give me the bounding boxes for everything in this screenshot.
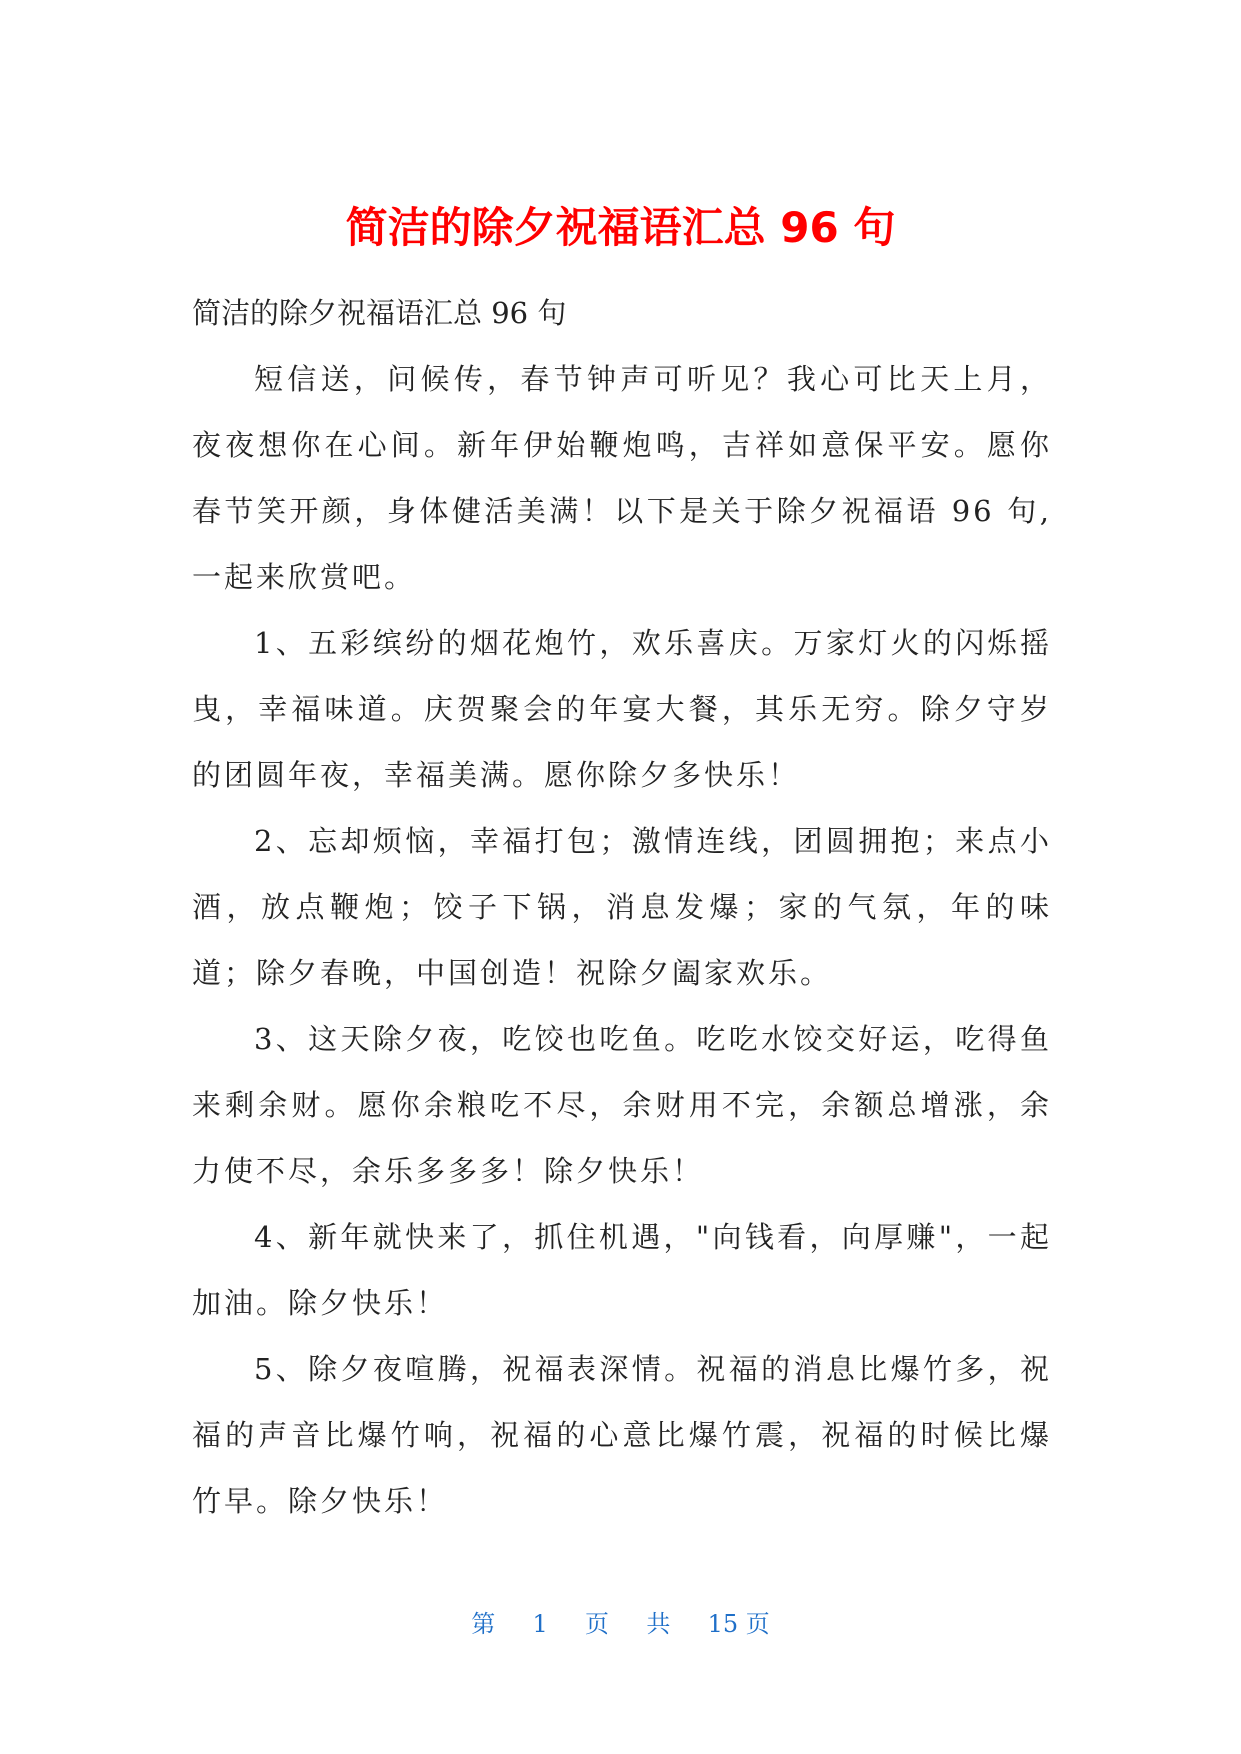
current-page-number: 1 [532,1610,548,1638]
page-footer [0,1606,1241,1642]
blessing-paragraph-1: 1、五彩缤纷的烟花炮竹，欢乐喜庆。万家灯火的闪烁摇曳，幸福味道。庆贺聚会的年宴大餐，其乐无穷。除夕守岁的团圆年夜，幸福美满。愿你除夕多快乐！ [192,626,1052,792]
footer-prefix: 第 [471,1610,496,1638]
blessing-paragraph-3: 3、这天除夕夜，吃饺也吃鱼。吃吃水饺交好运，吃得鱼来剩余财。愿你余粮吃不尽，余财用不完，余额总增涨，余力使不尽，余乐多多多！除夕快乐！ [192,1022,1052,1188]
footer-suffix: 页 [745,1610,770,1638]
blessing-paragraph-4: 4、新年就快来了，抓住机遇，"向钱看，向厚赚"，一起加油。除夕快乐！ [192,1220,1052,1320]
footer-page-label: 页 [585,1610,610,1638]
document-subtitle: 简洁的除夕祝福语汇总 96 句 [192,296,567,330]
intro-paragraph: 短信送，问候传，春节钟声可听见？我心可比天上月，夜夜想你在心间。新年伊始鞭炮鸣，吉祥如意保平安。愿你春节笑开颜，身体健活美满！以下是关于除夕祝福语 96 句,一起来欣赏吧。 [192,362,1052,594]
document-title: 简洁的除夕祝福语汇总 96 句 [345,203,896,252]
total-pages-number: 15 [707,1610,739,1638]
document-body [192,280,1052,1534]
blessing-paragraph-5: 5、除夕夜喧腾，祝福表深情。祝福的消息比爆竹多，祝福的声音比爆竹响，祝福的心意比爆竹震，祝福的时候比爆竹早。除夕快乐！ [192,1352,1052,1518]
blessing-paragraph-2: 2、忘却烦恼，幸福打包；激情连线，团圆拥抱；来点小酒，放点鞭炮；饺子下锅，消息发爆；家的气氛，年的味道；除夕春晚，中国创造！祝除夕阖家欢乐。 [192,824,1052,990]
footer-total-label: 共 [646,1610,671,1638]
